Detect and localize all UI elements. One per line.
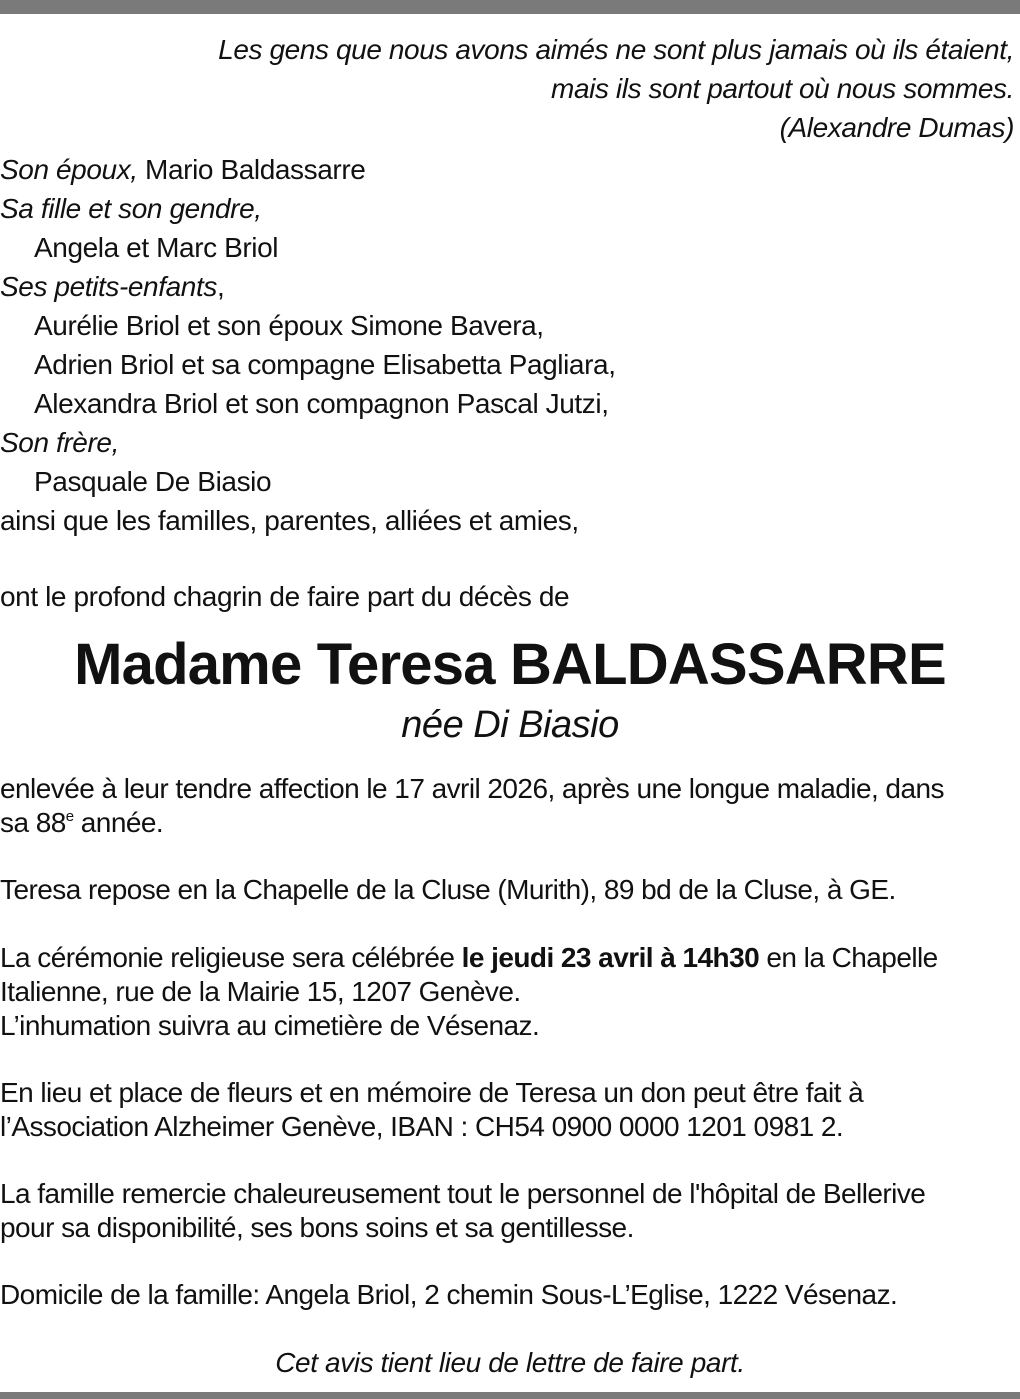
- quote-line-1: Les gens que nous avons aimés ne sont plus jamais où ils étaient,: [218, 34, 1014, 65]
- ceremony-date: le jeudi 23 avril à 14h30: [461, 942, 760, 973]
- donation-line-1: En lieu et place de fleurs et en mémoire de Teresa un don peut être fait à: [0, 1077, 864, 1108]
- death-paragraph: [0, 772, 1020, 840]
- top-rule: [0, 0, 1020, 14]
- announcement-intro: ont le profond chagrin de faire part du décès de: [0, 581, 570, 612]
- domicile-paragraph: [0, 1278, 1020, 1312]
- spouse-name: Mario Baldassarre: [137, 154, 366, 185]
- age-prefix: sa 88: [0, 807, 66, 838]
- spouse-label: Son époux,: [0, 154, 138, 185]
- maiden-name: née Di Biasio: [401, 704, 619, 746]
- ceremony-line-2: Italienne, rue de la Mairie 15, 1207 Genève.: [0, 976, 521, 1007]
- quote-author: (Alexandre Dumas): [779, 112, 1014, 143]
- other-relatives: ainsi que les familles, parentes, alliées et amies,: [0, 505, 579, 536]
- grandchild-2: Adrien Briol et sa compagne Elisabetta Pagliara,: [34, 349, 616, 380]
- grandchildren-line: [0, 267, 1010, 306]
- grandchildren-comma: ,: [216, 271, 225, 302]
- closing-note: Cet avis tient lieu de lettre de faire part.: [275, 1347, 745, 1378]
- brother-label: Son frère,: [0, 427, 119, 458]
- grandchildren-label: Ses petits-enfants: [0, 271, 217, 302]
- ceremony-text-a: La cérémonie religieuse sera célébrée: [0, 942, 462, 973]
- rest-paragraph: [0, 873, 1020, 907]
- age-ordinal: e: [65, 808, 74, 825]
- death-line-2: [0, 806, 1020, 840]
- family-list: [0, 150, 1010, 540]
- domicile-line: Domicile de la famille: Angela Briol, 2 chemin Sous-L’Eglise, 1222 Vésenaz.: [0, 1279, 898, 1310]
- burial-line: L’inhumation suivra au cimetière de Vésenaz.: [0, 1010, 540, 1041]
- daughter-label: Sa fille et son gendre,: [0, 193, 262, 224]
- ceremony-paragraph: [0, 941, 1020, 1043]
- epigraph-quote: [54, 30, 1014, 147]
- daughter-names: Angela et Marc Briol: [34, 232, 279, 263]
- brother-line: [0, 423, 1010, 462]
- thanks-paragraph: [0, 1177, 1020, 1245]
- donation-line-2: l’Association Alzheimer Genève, IBAN : CH54 0900 0000 1201 0981 2.: [0, 1111, 844, 1142]
- thanks-line-2: pour sa disponibilité, ses bons soins et sa gentillesse.: [0, 1212, 634, 1243]
- grandchild-1: Aurélie Briol et son époux Simone Bavera,: [34, 310, 544, 341]
- deceased-name: Madame Teresa BALDASSARRE: [74, 632, 946, 697]
- death-line-1: enlevée à leur tendre affection le 17 avril 2026, après une longue maladie, dans: [0, 773, 944, 804]
- ceremony-text-b: en la Chapelle: [759, 942, 938, 973]
- grandchild-3: Alexandra Briol et son compagnon Pascal Jutzi,: [34, 388, 609, 419]
- rest-line: Teresa repose en la Chapelle de la Cluse (Murith), 89 bd de la Cluse, à GE.: [0, 874, 896, 905]
- brother-name: Pasquale De Biasio: [34, 466, 272, 497]
- thanks-line-1: La famille remercie chaleureusement tout le personnel de l'hôpital de Bellerive: [0, 1178, 926, 1209]
- age-suffix: année.: [73, 807, 164, 838]
- donation-paragraph: [0, 1076, 1020, 1144]
- ceremony-line-1: [0, 941, 1020, 975]
- daughter-line: [0, 189, 1010, 228]
- quote-line-2: mais ils sont partout où nous sommes.: [551, 73, 1014, 104]
- bottom-rule: [0, 1392, 1020, 1399]
- spouse-line: [0, 150, 1010, 189]
